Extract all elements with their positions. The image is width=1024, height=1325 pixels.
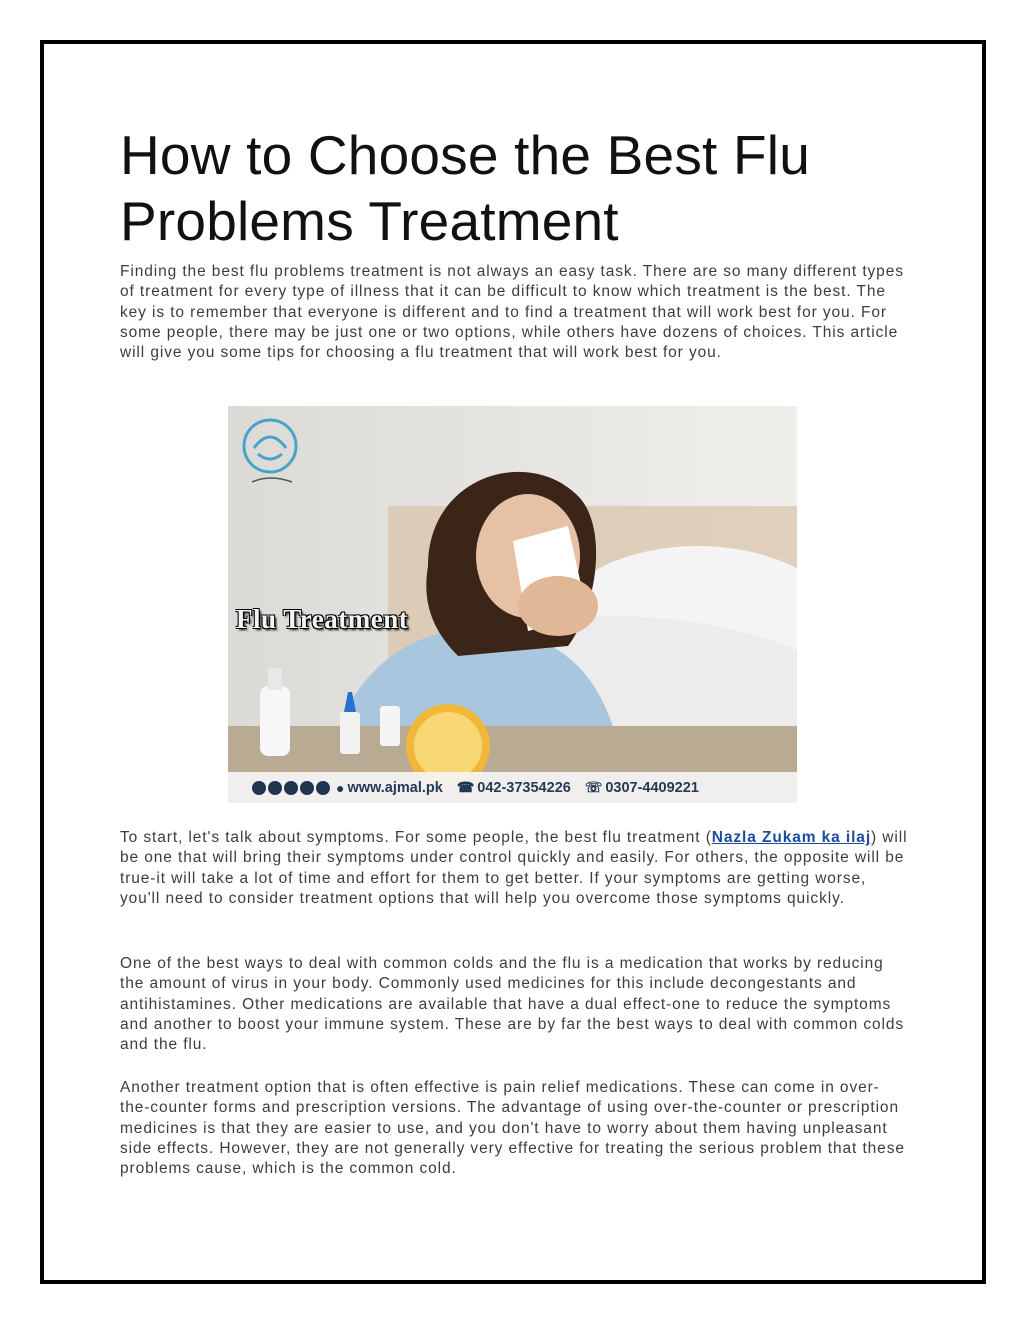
paragraph-symptoms [120, 828, 910, 909]
contact-bar [228, 772, 797, 803]
phone1-text: 042-37354226 [477, 779, 571, 796]
intro-paragraph: Finding the best flu problems treatment is not always an easy task. There are so many different types of treatment for every type of illness that it can be difficult to know which treatment is the best. The key is to remember that everyone is different and to find a treatment that will work best for you. For some people, there may be just one or two options, while others have dozens of choices. This article will give you some tips for choosing a flu treatment that will work best for you. [120, 263, 904, 362]
article-title: How to Choose the Best Flu Problems Treatment [120, 124, 810, 252]
paragraph-symptoms-end: ) will be one that will bring their symptoms under control quickly and easily. For others, the opposite will be true-it will take a lot of time and effort for them to get better. If your symptoms are getting worse, you'll need to consider treatment options that will help you overcome those symptoms quickly. [120, 829, 908, 907]
social-icons [252, 781, 330, 795]
paragraph-symptoms-start: To start, let's talk about symptoms. For some people, the best flu treatment ( [120, 829, 712, 846]
globe-icon: ● [336, 779, 345, 796]
instagram-icon [300, 781, 314, 795]
paragraph-medication: One of the best ways to deal with common colds and the flu is a medication that works by reducing the amount of virus in your body. Commonly used medicines for this include decongestants and antihistamines. Other medications are available that have a dual effect-one to reduce the symptoms and another to boost your immune system. These are by far the best ways to deal with common colds and the flu. [120, 955, 904, 1054]
paragraph-pain-relief: Another treatment option that is often effective is pain relief medications. These can come in over-the-counter forms and prescription versions. The advantage of using over-the-counter or prescription medicines is that they are easier to use, and you don't have to worry about them having unpleasant side effects. However, they are not generally very effective for treating the serious problem that these problems cause, which is the common cold. [120, 1079, 905, 1178]
youtube-icon [316, 781, 330, 795]
phone2-text: 0307-4409221 [605, 779, 699, 796]
telephone-icon: ☎ [456, 779, 475, 795]
phone2-item [585, 779, 699, 796]
banner-label: Flu Treatment [236, 604, 409, 634]
nazla-zukam-link[interactable]: Nazla Zukam ka ilaj [711, 829, 872, 846]
facebook-icon [252, 781, 266, 795]
website-item [336, 780, 443, 796]
whatsapp-icon [268, 781, 282, 795]
ajmal-logo [240, 416, 310, 496]
handset-icon: ☏ [584, 779, 603, 795]
twitter-icon [284, 781, 298, 795]
phone1-item [457, 779, 571, 796]
website-text: www.ajmal.pk [347, 779, 443, 796]
